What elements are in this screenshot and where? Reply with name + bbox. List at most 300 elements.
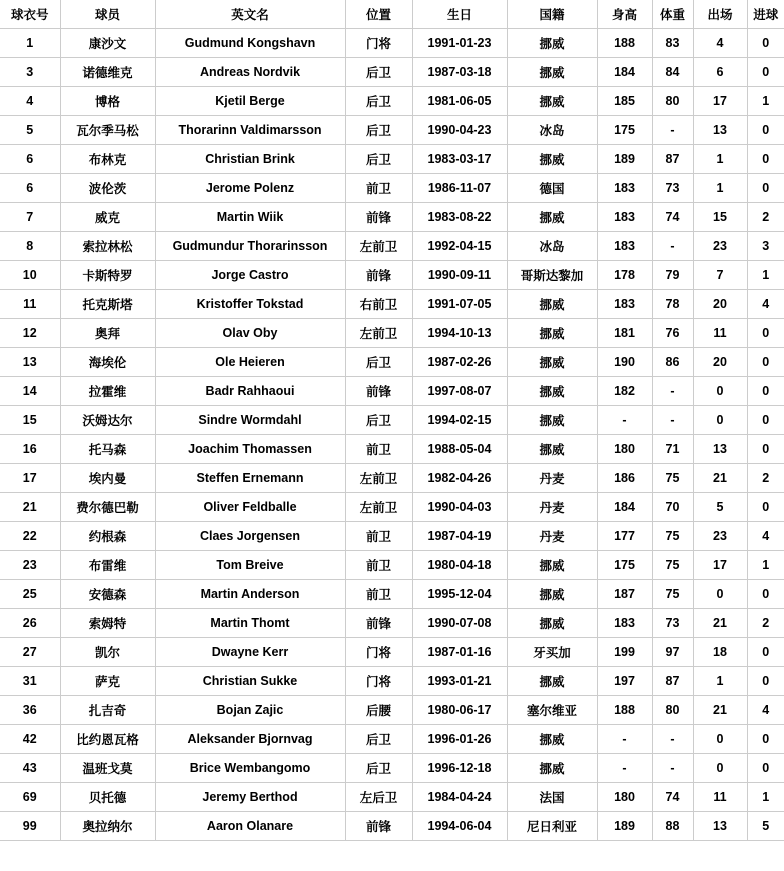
cell-name_en: Steffen Ernemann <box>155 463 345 492</box>
cell-position: 左前卫 <box>345 318 412 347</box>
column-header-height: 身高 <box>597 0 652 28</box>
cell-apps: 4 <box>693 28 747 57</box>
cell-nation: 牙买加 <box>507 637 597 666</box>
table-row <box>0 28 784 57</box>
cell-apps: 7 <box>693 260 747 289</box>
cell-weight: 75 <box>652 579 693 608</box>
cell-nation: 丹麦 <box>507 521 597 550</box>
cell-number: 3 <box>0 57 60 86</box>
cell-goals: 0 <box>747 753 784 782</box>
cell-height: 183 <box>597 173 652 202</box>
cell-number: 99 <box>0 811 60 840</box>
cell-height: 189 <box>597 144 652 173</box>
cell-name_cn: 布林克 <box>60 144 155 173</box>
cell-goals: 2 <box>747 463 784 492</box>
cell-name_cn: 波伦茨 <box>60 173 155 202</box>
cell-name_cn: 费尔德巴勒 <box>60 492 155 521</box>
cell-apps: 18 <box>693 637 747 666</box>
cell-number: 1 <box>0 28 60 57</box>
cell-goals: 0 <box>747 724 784 753</box>
table-row <box>0 666 784 695</box>
table-row <box>0 434 784 463</box>
cell-birthday: 1991-01-23 <box>412 28 507 57</box>
cell-weight: 88 <box>652 811 693 840</box>
cell-name_cn: 瓦尔季马松 <box>60 115 155 144</box>
cell-position: 后卫 <box>345 753 412 782</box>
cell-goals: 0 <box>747 492 784 521</box>
table-row <box>0 86 784 115</box>
cell-name_en: Bojan Zajic <box>155 695 345 724</box>
cell-goals: 0 <box>747 376 784 405</box>
cell-position: 左后卫 <box>345 782 412 811</box>
table-row <box>0 202 784 231</box>
cell-number: 10 <box>0 260 60 289</box>
cell-position: 后卫 <box>345 86 412 115</box>
column-header-name_en: 英文名 <box>155 0 345 28</box>
table-row <box>0 57 784 86</box>
cell-weight: - <box>652 724 693 753</box>
table-row <box>0 463 784 492</box>
cell-name_en: Badr Rahhaoui <box>155 376 345 405</box>
cell-name_en: Martin Thomt <box>155 608 345 637</box>
cell-birthday: 1991-07-05 <box>412 289 507 318</box>
cell-goals: 2 <box>747 608 784 637</box>
cell-goals: 5 <box>747 811 784 840</box>
cell-weight: 76 <box>652 318 693 347</box>
cell-nation: 丹麦 <box>507 492 597 521</box>
cell-apps: 0 <box>693 405 747 434</box>
cell-number: 22 <box>0 521 60 550</box>
cell-number: 27 <box>0 637 60 666</box>
cell-height: 183 <box>597 231 652 260</box>
column-header-birthday: 生日 <box>412 0 507 28</box>
cell-height: 178 <box>597 260 652 289</box>
cell-weight: - <box>652 753 693 782</box>
cell-goals: 0 <box>747 579 784 608</box>
cell-position: 前锋 <box>345 376 412 405</box>
cell-birthday: 1990-04-23 <box>412 115 507 144</box>
cell-birthday: 1980-04-18 <box>412 550 507 579</box>
cell-goals: 0 <box>747 173 784 202</box>
cell-apps: 21 <box>693 608 747 637</box>
cell-birthday: 1980-06-17 <box>412 695 507 724</box>
cell-height: 175 <box>597 550 652 579</box>
cell-goals: 0 <box>747 318 784 347</box>
cell-position: 门将 <box>345 28 412 57</box>
cell-height: 197 <box>597 666 652 695</box>
cell-name_en: Brice Wembangomo <box>155 753 345 782</box>
cell-height: 183 <box>597 608 652 637</box>
cell-number: 13 <box>0 347 60 376</box>
cell-height: 183 <box>597 202 652 231</box>
cell-weight: 71 <box>652 434 693 463</box>
cell-nation: 挪威 <box>507 376 597 405</box>
cell-number: 31 <box>0 666 60 695</box>
cell-birthday: 1992-04-15 <box>412 231 507 260</box>
cell-number: 14 <box>0 376 60 405</box>
cell-nation: 冰岛 <box>507 115 597 144</box>
cell-name_en: Martin Wiik <box>155 202 345 231</box>
cell-nation: 法国 <box>507 782 597 811</box>
cell-birthday: 1990-07-08 <box>412 608 507 637</box>
cell-apps: 1 <box>693 666 747 695</box>
table-row <box>0 231 784 260</box>
cell-nation: 挪威 <box>507 318 597 347</box>
cell-number: 8 <box>0 231 60 260</box>
table-row <box>0 724 784 753</box>
cell-position: 前卫 <box>345 579 412 608</box>
cell-apps: 17 <box>693 86 747 115</box>
cell-name_cn: 奥拉纳尔 <box>60 811 155 840</box>
cell-name_cn: 威克 <box>60 202 155 231</box>
cell-position: 后卫 <box>345 144 412 173</box>
cell-goals: 0 <box>747 637 784 666</box>
cell-apps: 0 <box>693 724 747 753</box>
cell-weight: 87 <box>652 666 693 695</box>
cell-birthday: 1996-12-18 <box>412 753 507 782</box>
cell-apps: 23 <box>693 231 747 260</box>
cell-name_en: Christian Sukke <box>155 666 345 695</box>
cell-position: 右前卫 <box>345 289 412 318</box>
cell-nation: 挪威 <box>507 608 597 637</box>
cell-position: 左前卫 <box>345 463 412 492</box>
cell-name_cn: 卡斯特罗 <box>60 260 155 289</box>
cell-name_en: Tom Breive <box>155 550 345 579</box>
table-row <box>0 144 784 173</box>
cell-name_en: Sindre Wormdahl <box>155 405 345 434</box>
column-header-position: 位置 <box>345 0 412 28</box>
cell-number: 7 <box>0 202 60 231</box>
cell-name_cn: 托克斯塔 <box>60 289 155 318</box>
cell-name_en: Aaron Olanare <box>155 811 345 840</box>
cell-name_en: Oliver Feldballe <box>155 492 345 521</box>
cell-name_cn: 拉霍维 <box>60 376 155 405</box>
cell-apps: 13 <box>693 115 747 144</box>
cell-name_cn: 索姆特 <box>60 608 155 637</box>
cell-goals: 4 <box>747 695 784 724</box>
table-row <box>0 289 784 318</box>
cell-name_cn: 海埃伦 <box>60 347 155 376</box>
cell-position: 左前卫 <box>345 492 412 521</box>
cell-birthday: 1990-09-11 <box>412 260 507 289</box>
table-row <box>0 347 784 376</box>
cell-height: 184 <box>597 492 652 521</box>
cell-number: 4 <box>0 86 60 115</box>
cell-weight: - <box>652 115 693 144</box>
cell-birthday: 1987-01-16 <box>412 637 507 666</box>
cell-number: 5 <box>0 115 60 144</box>
cell-apps: 0 <box>693 579 747 608</box>
cell-birthday: 1987-04-19 <box>412 521 507 550</box>
cell-name_en: Jeremy Berthod <box>155 782 345 811</box>
cell-birthday: 1996-01-26 <box>412 724 507 753</box>
table-row <box>0 811 784 840</box>
cell-name_en: Olav Oby <box>155 318 345 347</box>
cell-name_en: Kjetil Berge <box>155 86 345 115</box>
cell-goals: 0 <box>747 405 784 434</box>
cell-height: 189 <box>597 811 652 840</box>
cell-number: 12 <box>0 318 60 347</box>
cell-nation: 挪威 <box>507 347 597 376</box>
cell-position: 前锋 <box>345 608 412 637</box>
column-header-nation: 国籍 <box>507 0 597 28</box>
cell-weight: 73 <box>652 608 693 637</box>
cell-birthday: 1994-10-13 <box>412 318 507 347</box>
cell-name_en: Andreas Nordvik <box>155 57 345 86</box>
cell-number: 16 <box>0 434 60 463</box>
cell-position: 前锋 <box>345 811 412 840</box>
cell-goals: 3 <box>747 231 784 260</box>
cell-number: 21 <box>0 492 60 521</box>
cell-apps: 21 <box>693 695 747 724</box>
cell-name_en: Christian Brink <box>155 144 345 173</box>
column-header-number: 球衣号 <box>0 0 60 28</box>
cell-nation: 挪威 <box>507 202 597 231</box>
cell-name_cn: 萨克 <box>60 666 155 695</box>
cell-goals: 0 <box>747 144 784 173</box>
cell-number: 69 <box>0 782 60 811</box>
cell-goals: 0 <box>747 434 784 463</box>
cell-name_cn: 凯尔 <box>60 637 155 666</box>
cell-apps: 1 <box>693 144 747 173</box>
cell-name_cn: 沃姆达尔 <box>60 405 155 434</box>
cell-nation: 丹麦 <box>507 463 597 492</box>
cell-birthday: 1994-02-15 <box>412 405 507 434</box>
column-header-goals: 进球 <box>747 0 784 28</box>
table-row <box>0 260 784 289</box>
table-row <box>0 376 784 405</box>
cell-number: 17 <box>0 463 60 492</box>
cell-name_en: Martin Anderson <box>155 579 345 608</box>
cell-number: 15 <box>0 405 60 434</box>
cell-apps: 1 <box>693 173 747 202</box>
table-row <box>0 173 784 202</box>
cell-name_cn: 托马森 <box>60 434 155 463</box>
cell-height: 177 <box>597 521 652 550</box>
cell-apps: 13 <box>693 434 747 463</box>
cell-weight: 75 <box>652 463 693 492</box>
cell-nation: 挪威 <box>507 579 597 608</box>
cell-position: 门将 <box>345 637 412 666</box>
cell-name_cn: 布雷维 <box>60 550 155 579</box>
cell-birthday: 1990-04-03 <box>412 492 507 521</box>
cell-position: 后卫 <box>345 724 412 753</box>
header-row <box>0 0 784 28</box>
cell-weight: - <box>652 405 693 434</box>
cell-height: 187 <box>597 579 652 608</box>
cell-position: 左前卫 <box>345 231 412 260</box>
cell-goals: 0 <box>747 28 784 57</box>
cell-height: - <box>597 724 652 753</box>
cell-weight: 75 <box>652 550 693 579</box>
cell-height: 181 <box>597 318 652 347</box>
column-header-weight: 体重 <box>652 0 693 28</box>
cell-name_cn: 诺德维克 <box>60 57 155 86</box>
cell-apps: 11 <box>693 782 747 811</box>
column-header-name_cn: 球员 <box>60 0 155 28</box>
cell-weight: 74 <box>652 202 693 231</box>
cell-weight: 78 <box>652 289 693 318</box>
cell-weight: 79 <box>652 260 693 289</box>
cell-birthday: 1982-04-26 <box>412 463 507 492</box>
cell-apps: 0 <box>693 753 747 782</box>
cell-position: 后卫 <box>345 405 412 434</box>
cell-name_cn: 索拉林松 <box>60 231 155 260</box>
cell-name_en: Dwayne Kerr <box>155 637 345 666</box>
cell-apps: 13 <box>693 811 747 840</box>
cell-position: 前卫 <box>345 173 412 202</box>
cell-name_en: Ole Heieren <box>155 347 345 376</box>
cell-nation: 挪威 <box>507 289 597 318</box>
cell-nation: 挪威 <box>507 724 597 753</box>
cell-height: 175 <box>597 115 652 144</box>
cell-nation: 挪威 <box>507 28 597 57</box>
cell-apps: 17 <box>693 550 747 579</box>
cell-name_cn: 比约恩瓦格 <box>60 724 155 753</box>
cell-name_cn: 贝托德 <box>60 782 155 811</box>
cell-goals: 1 <box>747 260 784 289</box>
cell-name_cn: 康沙文 <box>60 28 155 57</box>
cell-height: 180 <box>597 782 652 811</box>
cell-name_cn: 奥拜 <box>60 318 155 347</box>
cell-name_en: Jorge Castro <box>155 260 345 289</box>
cell-height: 188 <box>597 695 652 724</box>
cell-position: 前卫 <box>345 521 412 550</box>
cell-name_en: Joachim Thomassen <box>155 434 345 463</box>
cell-height: 186 <box>597 463 652 492</box>
cell-nation: 挪威 <box>507 753 597 782</box>
table-row <box>0 405 784 434</box>
cell-weight: 87 <box>652 144 693 173</box>
cell-weight: 70 <box>652 492 693 521</box>
cell-apps: 0 <box>693 376 747 405</box>
cell-birthday: 1995-12-04 <box>412 579 507 608</box>
cell-apps: 11 <box>693 318 747 347</box>
cell-nation: 冰岛 <box>507 231 597 260</box>
cell-birthday: 1987-03-18 <box>412 57 507 86</box>
cell-number: 36 <box>0 695 60 724</box>
cell-position: 门将 <box>345 666 412 695</box>
cell-apps: 21 <box>693 463 747 492</box>
cell-weight: 80 <box>652 695 693 724</box>
cell-birthday: 1997-08-07 <box>412 376 507 405</box>
cell-birthday: 1987-02-26 <box>412 347 507 376</box>
cell-goals: 0 <box>747 347 784 376</box>
table-row <box>0 521 784 550</box>
cell-weight: 74 <box>652 782 693 811</box>
cell-height: 188 <box>597 28 652 57</box>
cell-weight: 83 <box>652 28 693 57</box>
cell-name_cn: 温班戈莫 <box>60 753 155 782</box>
cell-name_en: Kristoffer Tokstad <box>155 289 345 318</box>
cell-height: 183 <box>597 289 652 318</box>
cell-name_cn: 埃内曼 <box>60 463 155 492</box>
cell-birthday: 1986-11-07 <box>412 173 507 202</box>
cell-nation: 挪威 <box>507 405 597 434</box>
table-row <box>0 695 784 724</box>
cell-position: 后腰 <box>345 695 412 724</box>
cell-number: 42 <box>0 724 60 753</box>
cell-goals: 0 <box>747 57 784 86</box>
table-row <box>0 608 784 637</box>
cell-apps: 20 <box>693 289 747 318</box>
cell-birthday: 1993-01-21 <box>412 666 507 695</box>
cell-weight: - <box>652 231 693 260</box>
table-row <box>0 318 784 347</box>
cell-position: 前卫 <box>345 434 412 463</box>
cell-weight: 84 <box>652 57 693 86</box>
cell-position: 后卫 <box>345 347 412 376</box>
cell-number: 6 <box>0 144 60 173</box>
cell-nation: 挪威 <box>507 666 597 695</box>
cell-birthday: 1994-06-04 <box>412 811 507 840</box>
cell-nation: 挪威 <box>507 57 597 86</box>
cell-weight: 73 <box>652 173 693 202</box>
cell-name_cn: 扎吉奇 <box>60 695 155 724</box>
cell-nation: 挪威 <box>507 550 597 579</box>
table-row <box>0 579 784 608</box>
cell-nation: 德国 <box>507 173 597 202</box>
cell-weight: 97 <box>652 637 693 666</box>
cell-height: - <box>597 405 652 434</box>
cell-name_cn: 安德森 <box>60 579 155 608</box>
cell-height: 199 <box>597 637 652 666</box>
table-row <box>0 492 784 521</box>
cell-birthday: 1983-08-22 <box>412 202 507 231</box>
cell-weight: - <box>652 376 693 405</box>
cell-nation: 挪威 <box>507 86 597 115</box>
cell-number: 11 <box>0 289 60 318</box>
cell-goals: 4 <box>747 289 784 318</box>
cell-name_cn: 约根森 <box>60 521 155 550</box>
cell-name_cn: 博格 <box>60 86 155 115</box>
cell-nation: 挪威 <box>507 434 597 463</box>
cell-nation: 塞尔维亚 <box>507 695 597 724</box>
cell-birthday: 1983-03-17 <box>412 144 507 173</box>
cell-position: 前锋 <box>345 260 412 289</box>
cell-goals: 1 <box>747 782 784 811</box>
cell-height: 180 <box>597 434 652 463</box>
cell-apps: 23 <box>693 521 747 550</box>
cell-number: 25 <box>0 579 60 608</box>
cell-nation: 挪威 <box>507 144 597 173</box>
cell-birthday: 1984-04-24 <box>412 782 507 811</box>
cell-apps: 15 <box>693 202 747 231</box>
table-row <box>0 753 784 782</box>
cell-goals: 1 <box>747 86 784 115</box>
cell-height: 185 <box>597 86 652 115</box>
table-row <box>0 550 784 579</box>
cell-name_en: Thorarinn Valdimarsson <box>155 115 345 144</box>
cell-weight: 75 <box>652 521 693 550</box>
table-row <box>0 782 784 811</box>
cell-nation: 尼日利亚 <box>507 811 597 840</box>
cell-name_en: Jerome Polenz <box>155 173 345 202</box>
cell-goals: 0 <box>747 115 784 144</box>
cell-height: 190 <box>597 347 652 376</box>
table-row <box>0 115 784 144</box>
cell-number: 43 <box>0 753 60 782</box>
cell-position: 后卫 <box>345 57 412 86</box>
cell-height: - <box>597 753 652 782</box>
cell-apps: 20 <box>693 347 747 376</box>
cell-apps: 5 <box>693 492 747 521</box>
cell-position: 后卫 <box>345 115 412 144</box>
cell-goals: 0 <box>747 666 784 695</box>
cell-weight: 86 <box>652 347 693 376</box>
cell-name_en: Gudmundur Thorarinsson <box>155 231 345 260</box>
cell-number: 23 <box>0 550 60 579</box>
